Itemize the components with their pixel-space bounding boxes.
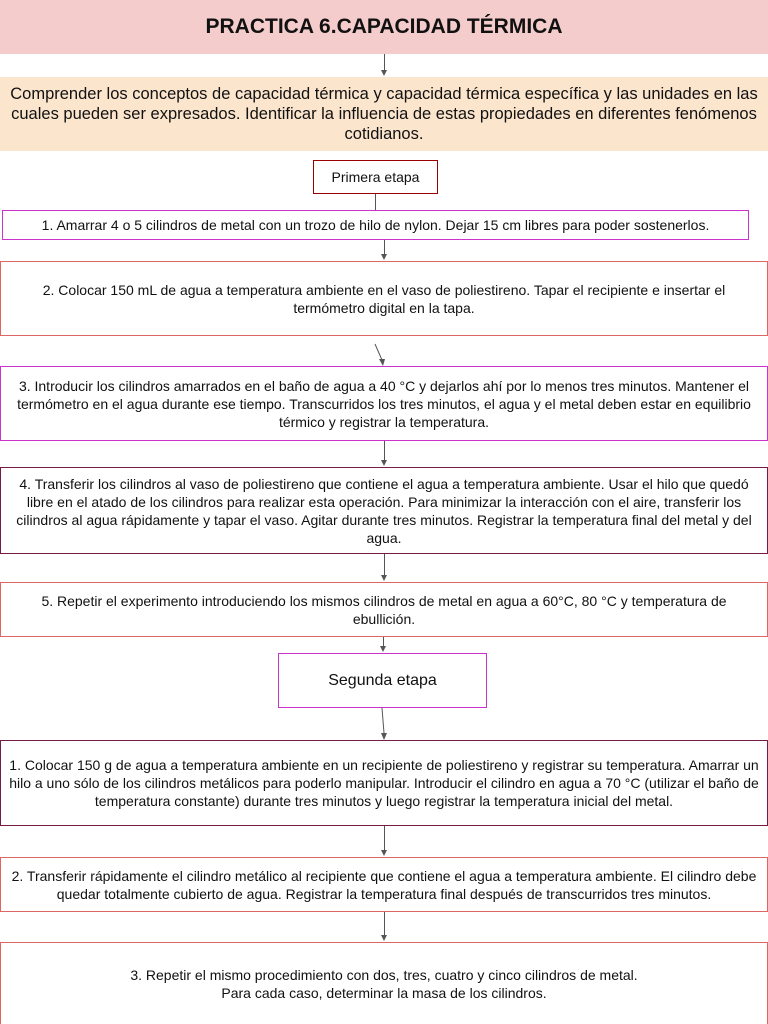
stage1-step-3: 3. Introducir los cilindros amarrados en el baño de agua a 40 °C y dejarlos ahí por lo menos tres minutos. Mantener el termómetro en el agua durante ese tiempo. Transcurridos los tres minutos, el agua y el metal deben estar en equilibrio térmico y registrar la temperatura. xyxy=(0,366,768,441)
stage2-step-2: 2. Transferir rápidamente el cilindro metálico al recipiente que contiene el agua a temperatura ambiente. El cilindro debe quedar totalmente cubierto de agua. Registrar la temperatura final después de transcurridos tres minutos. xyxy=(0,857,768,912)
stage1-step-5: 5. Repetir el experimento introduciendo los mismos cilindros de metal en agua a 60°C, 80 °C y temperatura de ebullición. xyxy=(0,582,768,637)
stage1-step-2: 2. Colocar 150 mL de agua a temperatura ambiente en el vaso de poliestireno. Tapar el recipiente e insertar el termómetro digital en la tapa. xyxy=(0,261,768,336)
stage2-step-3: 3. Repetir el mismo procedimiento con dos, tres, cuatro y cinco cilindros de metal. Para cada caso, determinar la masa de los cilindros. xyxy=(0,942,768,1024)
connector-line xyxy=(384,912,385,936)
stage1-label: Primera etapa xyxy=(313,160,438,194)
objective-box: Comprender los conceptos de capacidad térmica y capacidad térmica específica y las unidades en las cuales pueden ser expresados. Identificar la influencia de estas propiedades en diferentes fenómenos cotidianos. xyxy=(0,77,768,151)
connector-line xyxy=(384,826,385,851)
stage2-label: Segunda etapa xyxy=(278,653,487,708)
arrow-down-icon xyxy=(381,850,387,856)
stage1-step-1: 1. Amarrar 4 o 5 cilindros de metal con un trozo de hilo de nylon. Dejar 15 cm libres para poder sostenerlos. xyxy=(2,210,749,240)
arrow-down-icon xyxy=(381,935,387,941)
page-title: PRACTICA 6.CAPACIDAD TÉRMICA xyxy=(0,0,768,54)
stage2-step-1: 1. Colocar 150 g de agua a temperatura ambiente en un recipiente de poliestireno y registrar su temperatura. Amarrar un hilo a uno sólo de los cilindros metálicos para poderlo manipular. Introducir el cilindro en agua a 70 °C (utilizar el baño de temperatura constante) durante tres minutos y luego registrar la temperatura inicial del metal. xyxy=(0,740,768,826)
stage1-step-4: 4. Transferir los cilindros al vaso de poliestireno que contiene el agua a temperatura ambiente. Usar el hilo que quedó libre en el atado de los cilindros para realizar esta operación. Para minimizar la interacción con el aire, transferir los cilindros al agua rápidamente y tapar el vaso. Agitar durante tres minutos. Registrar la temperatura final del metal y del agua. xyxy=(0,467,768,554)
